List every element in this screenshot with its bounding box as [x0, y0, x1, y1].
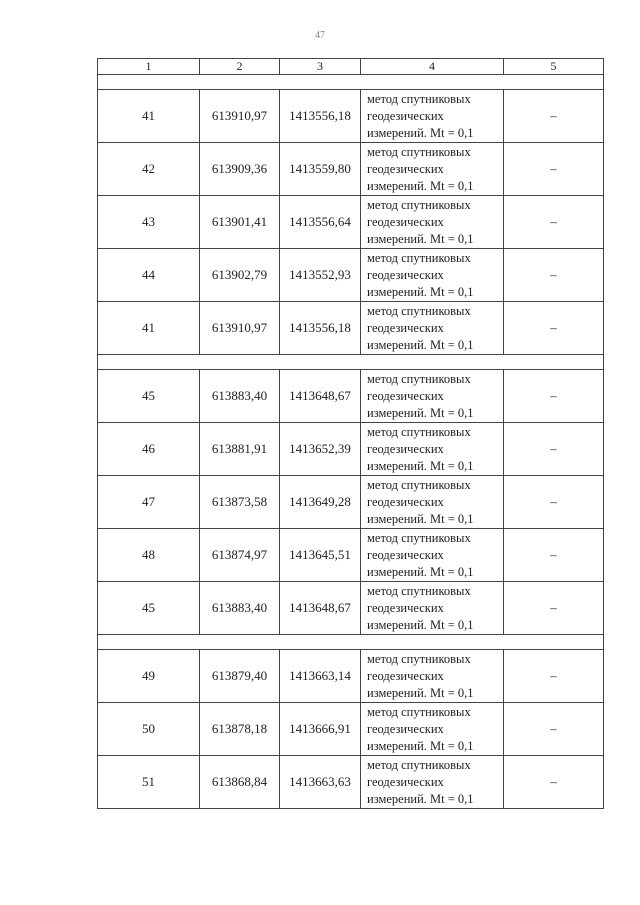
- x-coordinate-cell: 613883,40: [200, 582, 280, 635]
- group-separator-cell: [98, 355, 604, 370]
- method-cell: метод спутниковых геодезических измерений. Mt = 0,1: [361, 370, 504, 423]
- table-row: [98, 529, 604, 582]
- table-row: [98, 582, 604, 635]
- method-cell: метод спутниковых геодезических измерений. Mt = 0,1: [361, 196, 504, 249]
- note-cell: –: [504, 143, 604, 196]
- note-cell: –: [504, 476, 604, 529]
- column-header: 4: [361, 59, 504, 75]
- table-row: [98, 476, 604, 529]
- method-cell: метод спутниковых геодезических измерений. Mt = 0,1: [361, 703, 504, 756]
- y-coordinate-cell: 1413645,51: [280, 529, 361, 582]
- note-cell: –: [504, 582, 604, 635]
- x-coordinate-cell: 613883,40: [200, 370, 280, 423]
- x-coordinate-cell: 613874,97: [200, 529, 280, 582]
- x-coordinate-cell: 613910,97: [200, 90, 280, 143]
- y-coordinate-cell: 1413556,64: [280, 196, 361, 249]
- header-row: [98, 59, 604, 75]
- note-cell: –: [504, 529, 604, 582]
- note-cell: –: [504, 370, 604, 423]
- point-number-cell: 42: [98, 143, 200, 196]
- point-number-cell: 51: [98, 756, 200, 809]
- coordinates-table: [97, 58, 604, 809]
- point-number-cell: 41: [98, 302, 200, 355]
- y-coordinate-cell: 1413559,80: [280, 143, 361, 196]
- group-separator-cell: [98, 75, 604, 90]
- table-row: [98, 370, 604, 423]
- point-number-cell: 44: [98, 249, 200, 302]
- column-header: 5: [504, 59, 604, 75]
- column-header: 1: [98, 59, 200, 75]
- group-separator-row: [98, 75, 604, 90]
- x-coordinate-cell: 613868,84: [200, 756, 280, 809]
- point-number-cell: 45: [98, 582, 200, 635]
- method-cell: метод спутниковых геодезических измерений. Mt = 0,1: [361, 249, 504, 302]
- note-cell: –: [504, 249, 604, 302]
- note-cell: –: [504, 196, 604, 249]
- y-coordinate-cell: 1413649,28: [280, 476, 361, 529]
- page-number: 47: [315, 30, 325, 41]
- note-cell: –: [504, 302, 604, 355]
- table-row: [98, 143, 604, 196]
- method-cell: метод спутниковых геодезических измерений. Mt = 0,1: [361, 756, 504, 809]
- x-coordinate-cell: 613909,36: [200, 143, 280, 196]
- table-row: [98, 249, 604, 302]
- table-row: [98, 423, 604, 476]
- y-coordinate-cell: 1413648,67: [280, 370, 361, 423]
- method-cell: метод спутниковых геодезических измерений. Mt = 0,1: [361, 143, 504, 196]
- method-cell: метод спутниковых геодезических измерений. Mt = 0,1: [361, 423, 504, 476]
- point-number-cell: 43: [98, 196, 200, 249]
- y-coordinate-cell: 1413552,93: [280, 249, 361, 302]
- y-coordinate-cell: 1413663,14: [280, 650, 361, 703]
- x-coordinate-cell: 613881,91: [200, 423, 280, 476]
- column-header: 3: [280, 59, 361, 75]
- table-row: [98, 703, 604, 756]
- y-coordinate-cell: 1413652,39: [280, 423, 361, 476]
- group-separator-cell: [98, 635, 604, 650]
- method-cell: метод спутниковых геодезических измерений. Mt = 0,1: [361, 582, 504, 635]
- x-coordinate-cell: 613910,97: [200, 302, 280, 355]
- table-row: [98, 90, 604, 143]
- table-body: [98, 59, 604, 809]
- x-coordinate-cell: 613879,40: [200, 650, 280, 703]
- method-cell: метод спутниковых геодезических измерений. Mt = 0,1: [361, 302, 504, 355]
- column-header: 2: [200, 59, 280, 75]
- group-separator-row: [98, 355, 604, 370]
- y-coordinate-cell: 1413556,18: [280, 90, 361, 143]
- method-cell: метод спутниковых геодезических измерений. Mt = 0,1: [361, 529, 504, 582]
- table-row: [98, 650, 604, 703]
- x-coordinate-cell: 613901,41: [200, 196, 280, 249]
- point-number-cell: 48: [98, 529, 200, 582]
- note-cell: –: [504, 703, 604, 756]
- y-coordinate-cell: 1413663,63: [280, 756, 361, 809]
- point-number-cell: 50: [98, 703, 200, 756]
- point-number-cell: 47: [98, 476, 200, 529]
- point-number-cell: 46: [98, 423, 200, 476]
- note-cell: –: [504, 423, 604, 476]
- method-cell: метод спутниковых геодезических измерений. Mt = 0,1: [361, 90, 504, 143]
- method-cell: метод спутниковых геодезических измерений. Mt = 0,1: [361, 650, 504, 703]
- x-coordinate-cell: 613902,79: [200, 249, 280, 302]
- group-separator-row: [98, 635, 604, 650]
- table-row: [98, 302, 604, 355]
- y-coordinate-cell: 1413556,18: [280, 302, 361, 355]
- x-coordinate-cell: 613878,18: [200, 703, 280, 756]
- note-cell: –: [504, 90, 604, 143]
- table-row: [98, 756, 604, 809]
- point-number-cell: 45: [98, 370, 200, 423]
- y-coordinate-cell: 1413666,91: [280, 703, 361, 756]
- point-number-cell: 41: [98, 90, 200, 143]
- note-cell: –: [504, 756, 604, 809]
- x-coordinate-cell: 613873,58: [200, 476, 280, 529]
- method-cell: метод спутниковых геодезических измерений. Mt = 0,1: [361, 476, 504, 529]
- note-cell: –: [504, 650, 604, 703]
- y-coordinate-cell: 1413648,67: [280, 582, 361, 635]
- table-row: [98, 196, 604, 249]
- point-number-cell: 49: [98, 650, 200, 703]
